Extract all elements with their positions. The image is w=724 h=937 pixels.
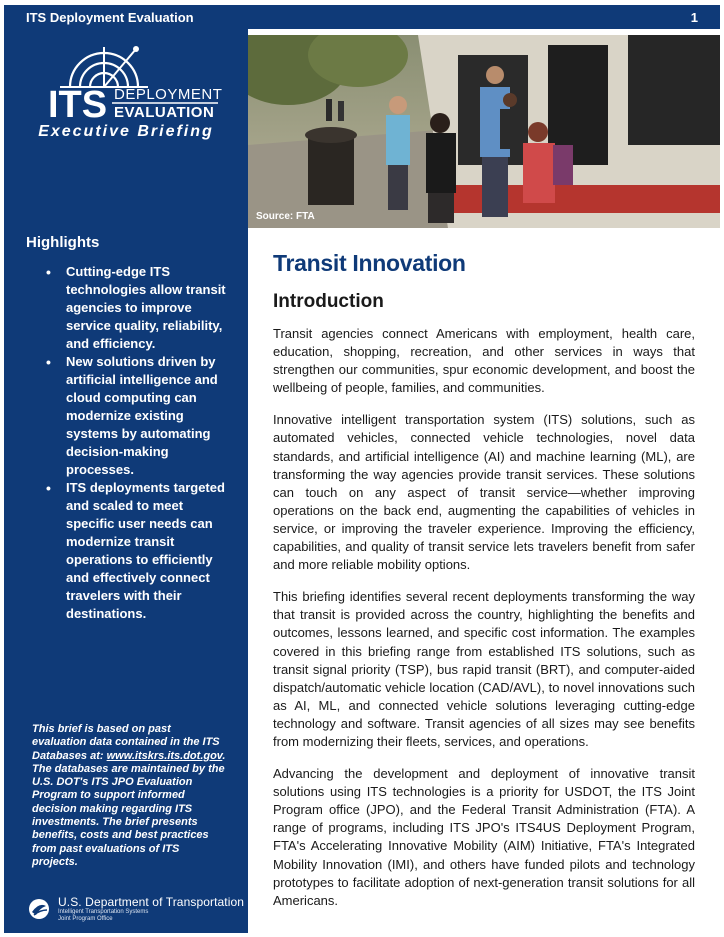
highlight-item: • Cutting-edge ITS technologies allow transit agencies to improve service quality, reliability, and efficiency. <box>32 263 232 353</box>
svg-text:ITS: ITS <box>48 84 108 123</box>
paragraph: Innovative intelligent transportation system (ITS) solutions, such as automated vehicles, connected vehicle technologies, novel data standards, and artificial intelligence (AI) and machine learning (ML), are transforming the way agencies provide transit services. These solutions can touch on any aspect of transit service—whether improving operations on the back end, augmenting the capabilities of vehicles in service, or improving the traveler experience. Improving the efficiency, capabilities, and quality of transit service lets travelers benefit from safer and more reliable mobility options. <box>273 412 695 573</box>
sidebar <box>4 29 248 933</box>
usdot-sub2: Joint Program Office <box>58 916 113 922</box>
page-number: 1 <box>690 9 698 25</box>
photo-illustration <box>248 35 720 228</box>
brief-note-text: This brief is based on past evaluation data contained in the ITS Databases at: <box>32 723 220 762</box>
paragraph: Transit agencies connect Americans with employment, health care, education, shopping, recreation, and other services in ways that strengthen our communities, spur economic development, and boost the wellbeing of people, families, and communities. <box>273 326 695 396</box>
svg-text:EVALUATION: EVALUATION <box>114 104 215 121</box>
paragraph: Advancing the development and deployment of innovative transit solutions using ITS technologies is a priority for USDOT, the ITS Joint Program office (JPO), and the Federal Transit Administration (FTA). A range of programs, including ITS JPO's ITS4US Deployment Program, FTA's Accelerating Innovative Mobility (AIM) Initiative, FTA's Integrated Mobility Innovation (IMI), and others have funded pilots and technology prototypes to facilitate adoption of next-generation transit solutions for all Americans. <box>273 766 695 908</box>
paragraph: This briefing identifies several recent deployments transforming the way that transit is provided across the country, highlighting the benefits and outcomes, lessons learned, and specific cost information. The examples covered in this briefing range from established ITS solutions, such as transit signal priority (TSP), bus rapid transit (BRT), and computer-aided dispatch/automatic vehicle location (CAD/AVL), to novel innovations such as AI, ML, and connected vehicle solutions leveraging cutting-edge technology and software. Transit agencies of all sizes may see benefits from modernizing their fleets, services, and operations. <box>273 589 695 749</box>
page-title: Transit Innovation <box>273 250 466 276</box>
brief-note <box>32 723 228 869</box>
photo-credit: Source: FTA <box>256 211 315 222</box>
highlight-item: • New solutions driven by artificial intelligence and cloud computing can modernize existing systems by automating decision-making processes. <box>32 353 232 479</box>
main-content <box>273 250 695 910</box>
usdot-emblem-icon <box>28 898 50 920</box>
section-title-introduction: Introduction <box>273 291 384 312</box>
usdot-name: U.S. Department of Transportation <box>58 895 245 909</box>
highlights-list <box>32 263 232 623</box>
highlights-title: Highlights <box>26 234 100 251</box>
its-logo <box>4 29 248 229</box>
executive-briefing-label: Executive Briefing <box>38 123 214 140</box>
usdot-logo <box>28 895 244 923</box>
header-title: ITS Deployment Evaluation <box>26 9 194 25</box>
brief-note-text-cont: . The databases are maintained by the U.S. DOT's ITS JPO Evaluation Program to support informed decision making regarding ITS investments. The brief presents benefits, costs and best practices from past evaluations of ITS projects. <box>32 749 226 868</box>
itskrs-link[interactable]: www.itskrs.its.dot.gov <box>106 749 223 762</box>
its-deployment-evaluation-logo <box>40 43 230 123</box>
transit-photo <box>248 35 720 228</box>
svg-text:DEPLOYMENT: DEPLOYMENT <box>114 86 223 103</box>
usdot-sub1: Intelligent Transportation Systems <box>58 909 149 915</box>
header-bar <box>4 5 720 29</box>
highlight-item: • ITS deployments targeted and scaled to meet specific user needs can modernize transit operations to efficiently and effectively connect travelers with their destinations. <box>32 479 232 623</box>
